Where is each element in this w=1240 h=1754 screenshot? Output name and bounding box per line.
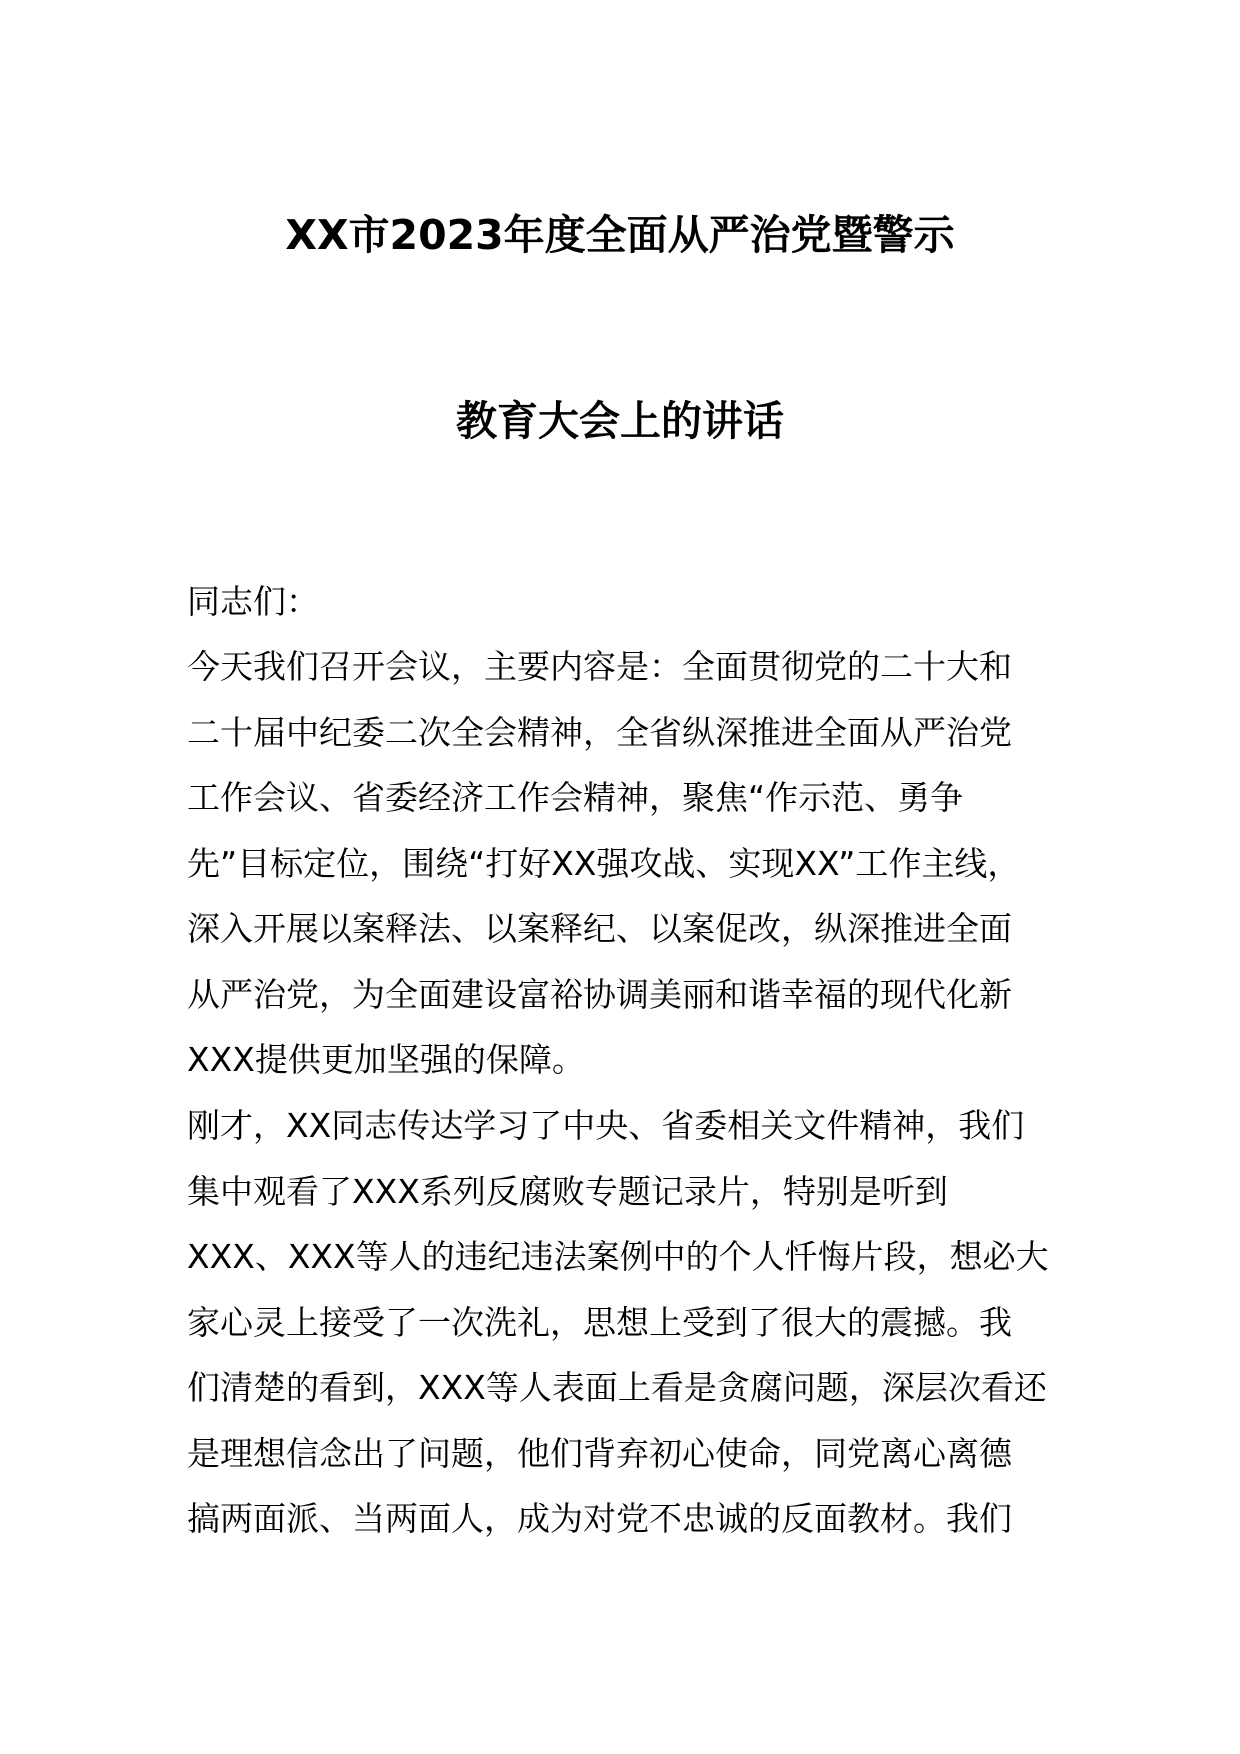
paragraph-line: 是理想信念出了问题，他们背弃初心使命，同党离心离德 (187, 1433, 1012, 1473)
paragraph-line: 刚才，XX同志传达学习了中央、省委相关文件精神，我们 (187, 1106, 1025, 1145)
salutation: 同志们： (187, 582, 319, 621)
paragraph-line: 家心灵上接受了一次洗礼，思想上受到了很大的震撼。我 (187, 1302, 1012, 1342)
paragraph-line: 二十届中纪委二次全会精神，全省纵深推进全面从严治党 (187, 712, 1012, 752)
paragraph-line: 深入开展以案释法、以案释纪、以案促改，纵深推进全面 (187, 909, 1012, 948)
paragraph-1 (187, 634, 1067, 1093)
paragraph-line: 今天我们召开会议，主要内容是：全面贯彻党的二十大和 (187, 647, 1012, 686)
document-title-line-1: XX市2023年度全面从严治党暨警示 (285, 211, 955, 259)
document-title-line-2: 教育大会上的讲话 (456, 397, 784, 445)
paragraph-line: 们清楚的看到，XXX等人表面上看是贪腐问题，深层次看还 (187, 1368, 1047, 1407)
paragraph-2 (187, 1093, 1067, 1552)
paragraph-line: 集中观看了XXX系列反腐败专题记录片，特别是听到 (187, 1171, 948, 1211)
paragraph-line: 先”目标定位，围绕“打好XX强攻战、实现XX”工作主线， (187, 843, 1021, 883)
paragraph-line: 工作会议、省委经济工作会精神，聚焦“作示范、勇争 (187, 778, 964, 817)
paragraph-line: XXX提供更加坚强的保障。 (187, 1040, 585, 1079)
paragraph-line: XXX、XXX等人的违纪违法案例中的个人忏悔片段，想必大 (187, 1237, 1049, 1276)
paragraph-line: 搞两面派、当两面人，成为对党不忠诚的反面教材。我们 (187, 1499, 1012, 1538)
paragraph-line: 从严治党，为全面建设富裕协调美丽和谐幸福的现代化新 (187, 974, 1012, 1014)
